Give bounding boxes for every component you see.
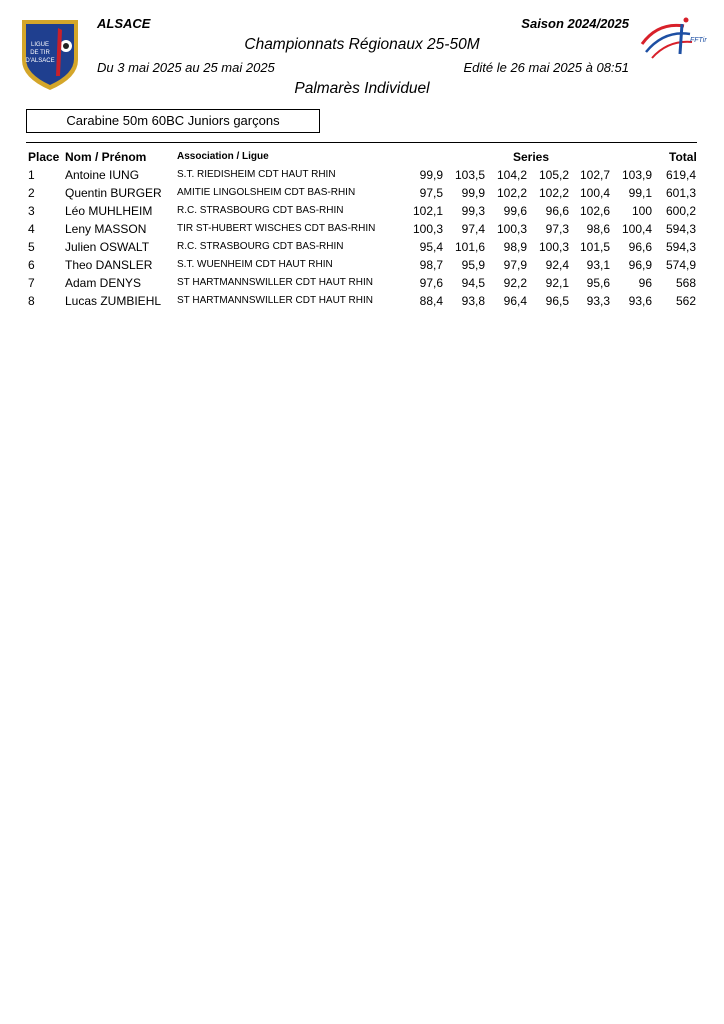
- place-cell: 8: [28, 294, 35, 308]
- series-cell: 99,3: [461, 204, 485, 218]
- season-label: Saison 2024/2025: [521, 16, 629, 31]
- header-place: Place: [28, 150, 60, 164]
- place-cell: 2: [28, 186, 35, 200]
- series-cell: 102,2: [538, 186, 569, 200]
- series-cell: 95,6: [586, 276, 610, 290]
- series-cell: 96,6: [628, 240, 652, 254]
- series-cell: 99,9: [419, 168, 443, 182]
- series-cell: 103,9: [621, 168, 652, 182]
- series-cell: 98,9: [503, 240, 527, 254]
- series-cell: 102,6: [579, 204, 610, 218]
- series-cell: 92,1: [545, 276, 569, 290]
- name-cell: Julien OSWALT: [65, 240, 150, 254]
- total-cell: 600,2: [665, 204, 696, 218]
- table-row: [0, 186, 724, 204]
- svg-text:FFTir: FFTir: [690, 37, 707, 44]
- series-cell: 92,2: [503, 276, 527, 290]
- series-cell: 100,3: [538, 240, 569, 254]
- total-cell: 594,3: [665, 222, 696, 236]
- place-cell: 7: [28, 276, 35, 290]
- series-cell: 97,3: [545, 222, 569, 236]
- page-title: Palmarès Individuel: [294, 80, 430, 97]
- place-cell: 6: [28, 258, 35, 272]
- series-cell: 92,4: [545, 258, 569, 272]
- championship-title: Championnats Régionaux 25-50M: [244, 36, 480, 53]
- series-cell: 96: [638, 276, 652, 290]
- series-cell: 96,5: [545, 294, 569, 308]
- series-cell: 100,3: [496, 222, 527, 236]
- series-cell: 99,6: [503, 204, 527, 218]
- place-cell: 3: [28, 204, 35, 218]
- name-cell: Quentin BURGER: [65, 186, 162, 200]
- association-cell: AMITIE LINGOLSHEIM CDT BAS-RHIN: [177, 187, 356, 198]
- series-cell: 100,4: [621, 222, 652, 236]
- name-cell: Antoine IUNG: [65, 168, 140, 182]
- total-cell: 594,3: [665, 240, 696, 254]
- table-row: [0, 294, 724, 312]
- name-cell: Léo MUHLHEIM: [65, 204, 153, 218]
- header-series: Series: [513, 150, 550, 164]
- association-cell: S.T. WUENHEIM CDT HAUT RHIN: [177, 259, 333, 270]
- series-cell: 95,9: [461, 258, 485, 272]
- svg-text:DE TIR: DE TIR: [30, 50, 50, 56]
- place-cell: 5: [28, 240, 35, 254]
- svg-text:D'ALSACE: D'ALSACE: [25, 58, 55, 64]
- total-cell: 601,3: [665, 186, 696, 200]
- total-cell: 568: [675, 276, 696, 290]
- series-cell: 96,6: [545, 204, 569, 218]
- table-row: [0, 168, 724, 186]
- name-cell: Theo DANSLER: [65, 258, 153, 272]
- association-cell: ST HARTMANNSWILLER CDT HAUT RHIN: [177, 277, 373, 288]
- series-cell: 93,8: [461, 294, 485, 308]
- series-cell: 97,4: [461, 222, 485, 236]
- association-cell: TIR ST-HUBERT WISCHES CDT BAS-RHIN: [177, 223, 376, 234]
- series-cell: 93,6: [628, 294, 652, 308]
- total-cell: 574,9: [665, 258, 696, 272]
- table-row: [0, 276, 724, 294]
- series-cell: 101,5: [579, 240, 610, 254]
- place-cell: 1: [28, 168, 35, 182]
- series-cell: 98,6: [586, 222, 610, 236]
- series-cell: 93,3: [586, 294, 610, 308]
- series-cell: 100,3: [412, 222, 443, 236]
- series-cell: 97,9: [503, 258, 527, 272]
- name-cell: Lucas ZUMBIEHL: [65, 294, 162, 308]
- association-cell: S.T. RIEDISHEIM CDT HAUT RHIN: [177, 169, 336, 180]
- series-cell: 103,5: [454, 168, 485, 182]
- series-cell: 88,4: [419, 294, 443, 308]
- series-cell: 99,9: [461, 186, 485, 200]
- series-cell: 95,4: [419, 240, 443, 254]
- series-cell: 102,1: [412, 204, 443, 218]
- region-label: ALSACE: [97, 16, 151, 31]
- edited-date: Edité le 26 mai 2025 à 08:51: [463, 60, 629, 75]
- header-association: Association / Ligue: [177, 151, 269, 162]
- series-cell: 102,7: [579, 168, 610, 182]
- series-cell: 97,6: [419, 276, 443, 290]
- series-cell: 96,4: [503, 294, 527, 308]
- table-row: [0, 258, 724, 276]
- series-cell: 104,2: [496, 168, 527, 182]
- series-cell: 102,2: [496, 186, 527, 200]
- association-cell: R.C. STRASBOURG CDT BAS-RHIN: [177, 205, 344, 216]
- series-cell: 100,4: [579, 186, 610, 200]
- series-cell: 105,2: [538, 168, 569, 182]
- series-cell: 98,7: [419, 258, 443, 272]
- series-cell: 93,1: [586, 258, 610, 272]
- header-total: Total: [669, 150, 697, 164]
- total-cell: 619,4: [665, 168, 696, 182]
- svg-text:LIGUE: LIGUE: [30, 42, 50, 48]
- series-cell: 97,5: [419, 186, 443, 200]
- header-name: Nom / Prénom: [65, 150, 147, 164]
- series-cell: 101,6: [454, 240, 485, 254]
- divider: [26, 142, 697, 143]
- series-cell: 94,5: [461, 276, 485, 290]
- series-cell: 99,1: [628, 186, 652, 200]
- category-title: Carabine 50m 60BC Juniors garçons: [26, 109, 320, 133]
- series-cell: 96,9: [628, 258, 652, 272]
- series-cell: 100: [631, 204, 652, 218]
- table-row: [0, 240, 724, 258]
- association-cell: ST HARTMANNSWILLER CDT HAUT RHIN: [177, 295, 373, 306]
- table-row: [0, 222, 724, 240]
- event-dates: Du 3 mai 2025 au 25 mai 2025: [97, 60, 275, 75]
- association-cell: R.C. STRASBOURG CDT BAS-RHIN: [177, 241, 344, 252]
- name-cell: Adam DENYS: [65, 276, 142, 290]
- total-cell: 562: [675, 294, 696, 308]
- name-cell: Leny MASSON: [65, 222, 147, 236]
- table-row: [0, 204, 724, 222]
- place-cell: 4: [28, 222, 35, 236]
